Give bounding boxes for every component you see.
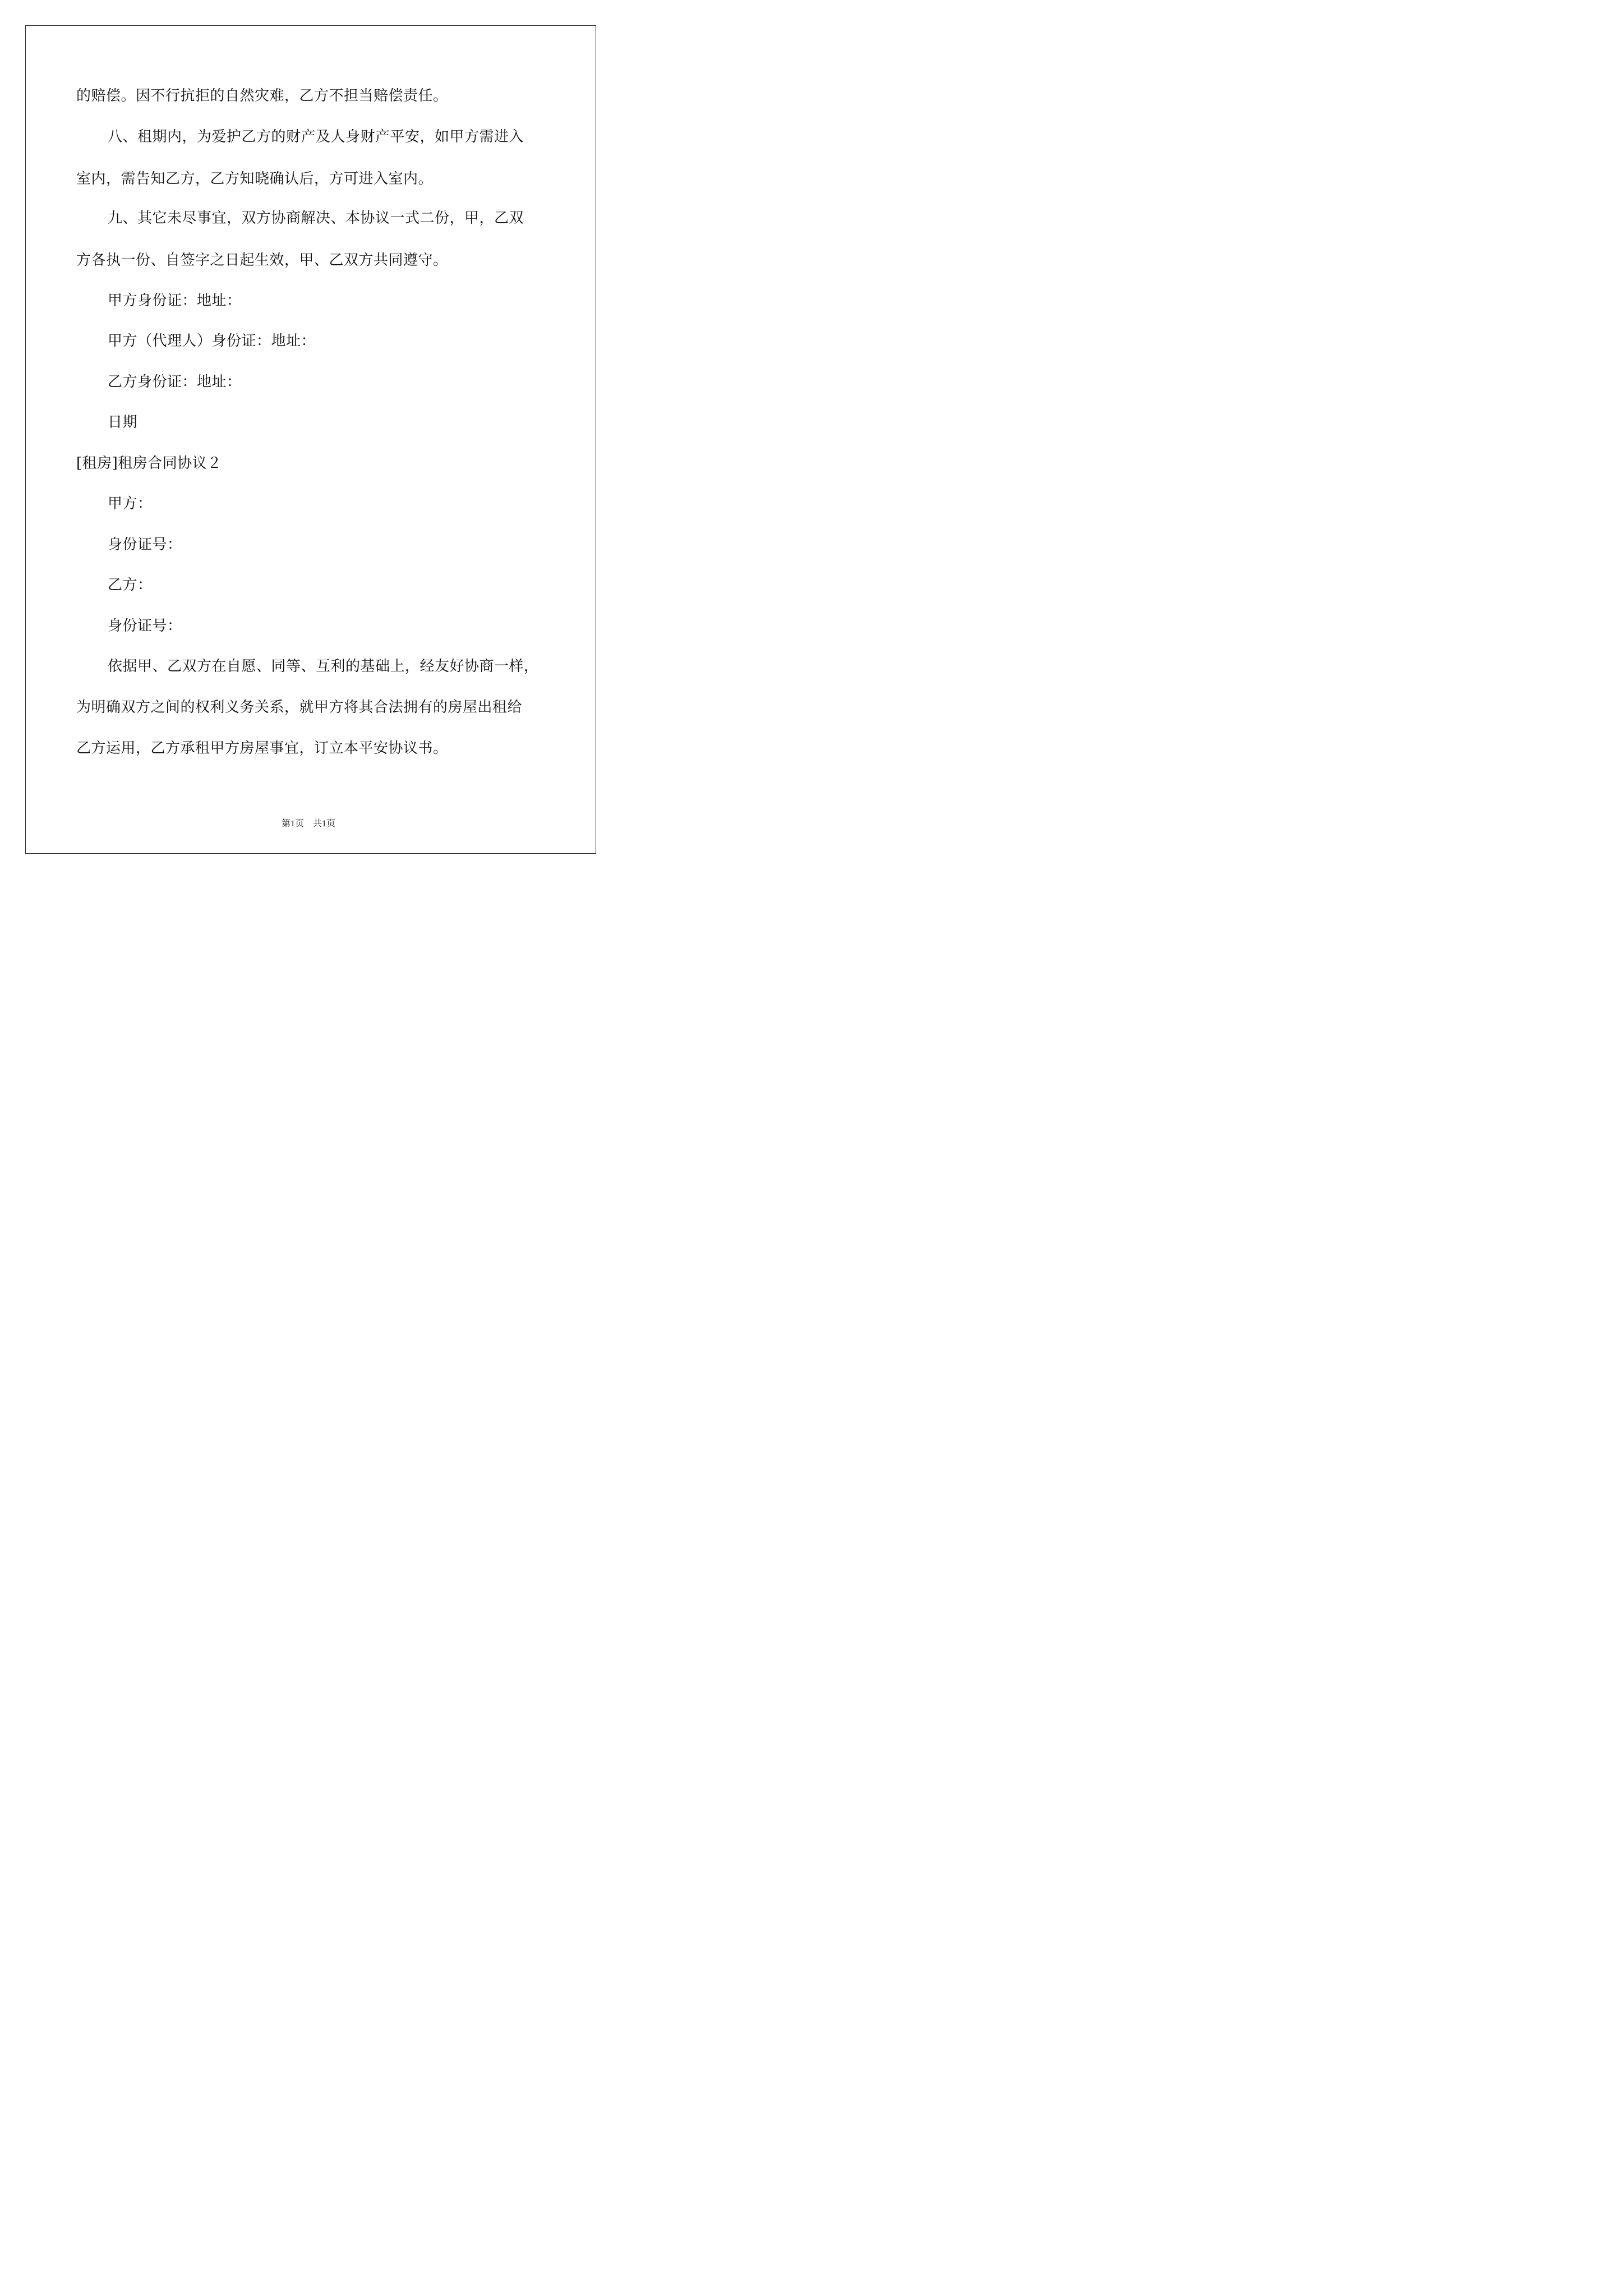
party-field: 身份证号： xyxy=(108,536,182,553)
paragraph-line: 方各执一份、自签字之日起生效，甲、乙双方共同遵守。 xyxy=(76,252,448,269)
party-field: 乙方： xyxy=(108,577,153,593)
date-field: 日期 xyxy=(108,414,138,431)
party-field: 身份证号： xyxy=(108,618,182,634)
page-number: 第1页 共1页 xyxy=(281,819,335,829)
signature-field: 甲方（代理人）身份证：地址： xyxy=(108,333,316,349)
section-title: [租房]租房合同协议２ xyxy=(76,455,222,472)
paragraph-line: 室内，需告知乙方，乙方知晓确认后，方可进入室内。 xyxy=(76,171,434,187)
paragraph-line: 的赔偿。因不行抗拒的自然灾难，乙方不担当赔偿责任。 xyxy=(76,88,448,104)
paragraph-line: 九、其它未尽事宜，双方协商解决、本协议一式二份，甲，乙双 xyxy=(108,210,524,227)
party-field: 甲方： xyxy=(108,495,153,512)
paragraph-line: 八、租期内，为爱护乙方的财产及人身财产平安，如甲方需进入 xyxy=(108,128,524,145)
paragraph-line: 乙方运用，乙方承租甲方房屋事宜，订立本平安协议书。 xyxy=(76,740,448,757)
page-border xyxy=(25,25,596,854)
paragraph-line: 为明确双方之间的权利义务关系，就甲方将其合法拥有的房屋出租给 xyxy=(76,699,523,716)
signature-field: 甲方身份证：地址： xyxy=(108,292,242,309)
paragraph-line: 依据甲、乙双方在自愿、同等、互利的基础上，经友好协商一样， xyxy=(108,658,539,675)
signature-field: 乙方身份证：地址： xyxy=(108,374,242,390)
